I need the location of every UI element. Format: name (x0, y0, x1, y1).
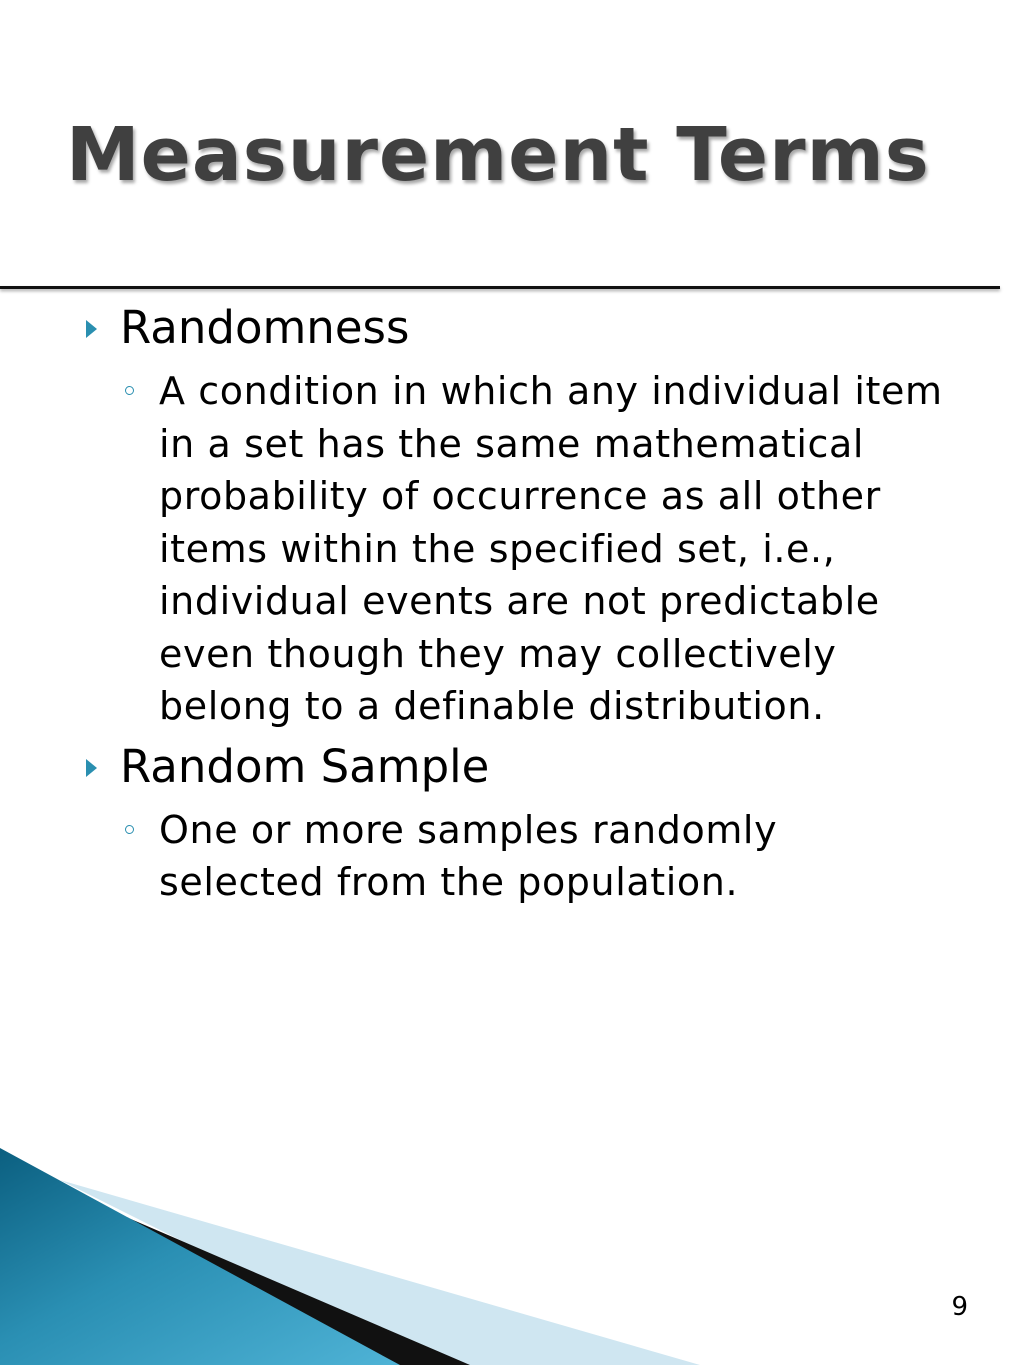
list-item-randomness (0, 300, 1024, 733)
triangle-arrow-icon (86, 759, 97, 777)
term-definition-text: One or more samples randomly selected from the population. (159, 807, 778, 904)
triangle-arrow-icon (86, 320, 97, 338)
term-label: Random Sample (120, 739, 490, 793)
ring-bullet-icon (125, 386, 134, 395)
ring-bullet-icon (125, 825, 134, 834)
term-definition-text: A condition in which any individual item in a set has the same mathematical probability of occurrence as all other items within the specified set, i.e., individual events are not predictable even though they may collectively belong to a definable distribution. (159, 369, 943, 728)
term-definition (159, 365, 949, 733)
term-definition (159, 804, 949, 909)
slide-content (0, 300, 1024, 909)
corner-decoration (0, 1140, 700, 1365)
term-label: Randomness (120, 301, 410, 354)
slide-title: Measurement Terms (66, 112, 930, 198)
list-item-random-sample (0, 739, 1024, 909)
page-number: 9 (951, 1292, 968, 1322)
title-divider (0, 286, 1000, 289)
